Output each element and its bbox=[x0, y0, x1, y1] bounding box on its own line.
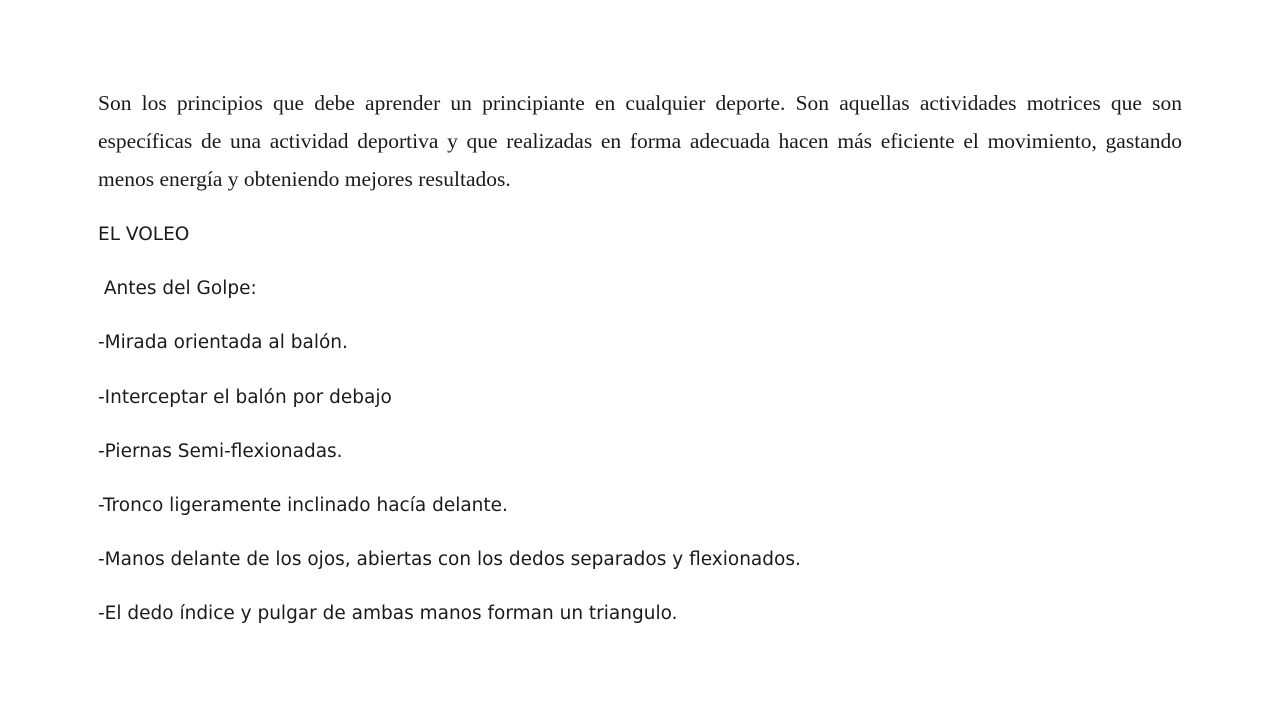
list-item-2: -Interceptar el balón por debajo bbox=[98, 386, 392, 408]
list-item-1: -Mirada orientada al balón. bbox=[98, 332, 348, 354]
list-item-3: -Piernas Semi-flexionadas. bbox=[98, 440, 343, 462]
list-item-6: -El dedo índice y pulgar de ambas manos forman un triangulo. bbox=[98, 603, 678, 625]
intro-paragraph: Son los principios que debe aprender un principiante en cualquier deporte. Son aquellas actividades motrices que son específicas de una actividad deportiva y que realizadas en forma adecuada hacen más eficiente el movimiento, gastando menos energía y obteniendo mejores resultados. bbox=[98, 91, 1182, 191]
section-heading: EL VOLEO bbox=[98, 224, 190, 245]
section-subheading: Antes del Golpe: bbox=[98, 278, 257, 300]
list-item-5: -Manos delante de los ojos, abiertas con los dedos separados y flexionados. bbox=[98, 549, 801, 571]
content-list bbox=[98, 217, 1182, 651]
list-item-4: -Tronco ligeramente inclinado hacía delante. bbox=[98, 494, 508, 516]
